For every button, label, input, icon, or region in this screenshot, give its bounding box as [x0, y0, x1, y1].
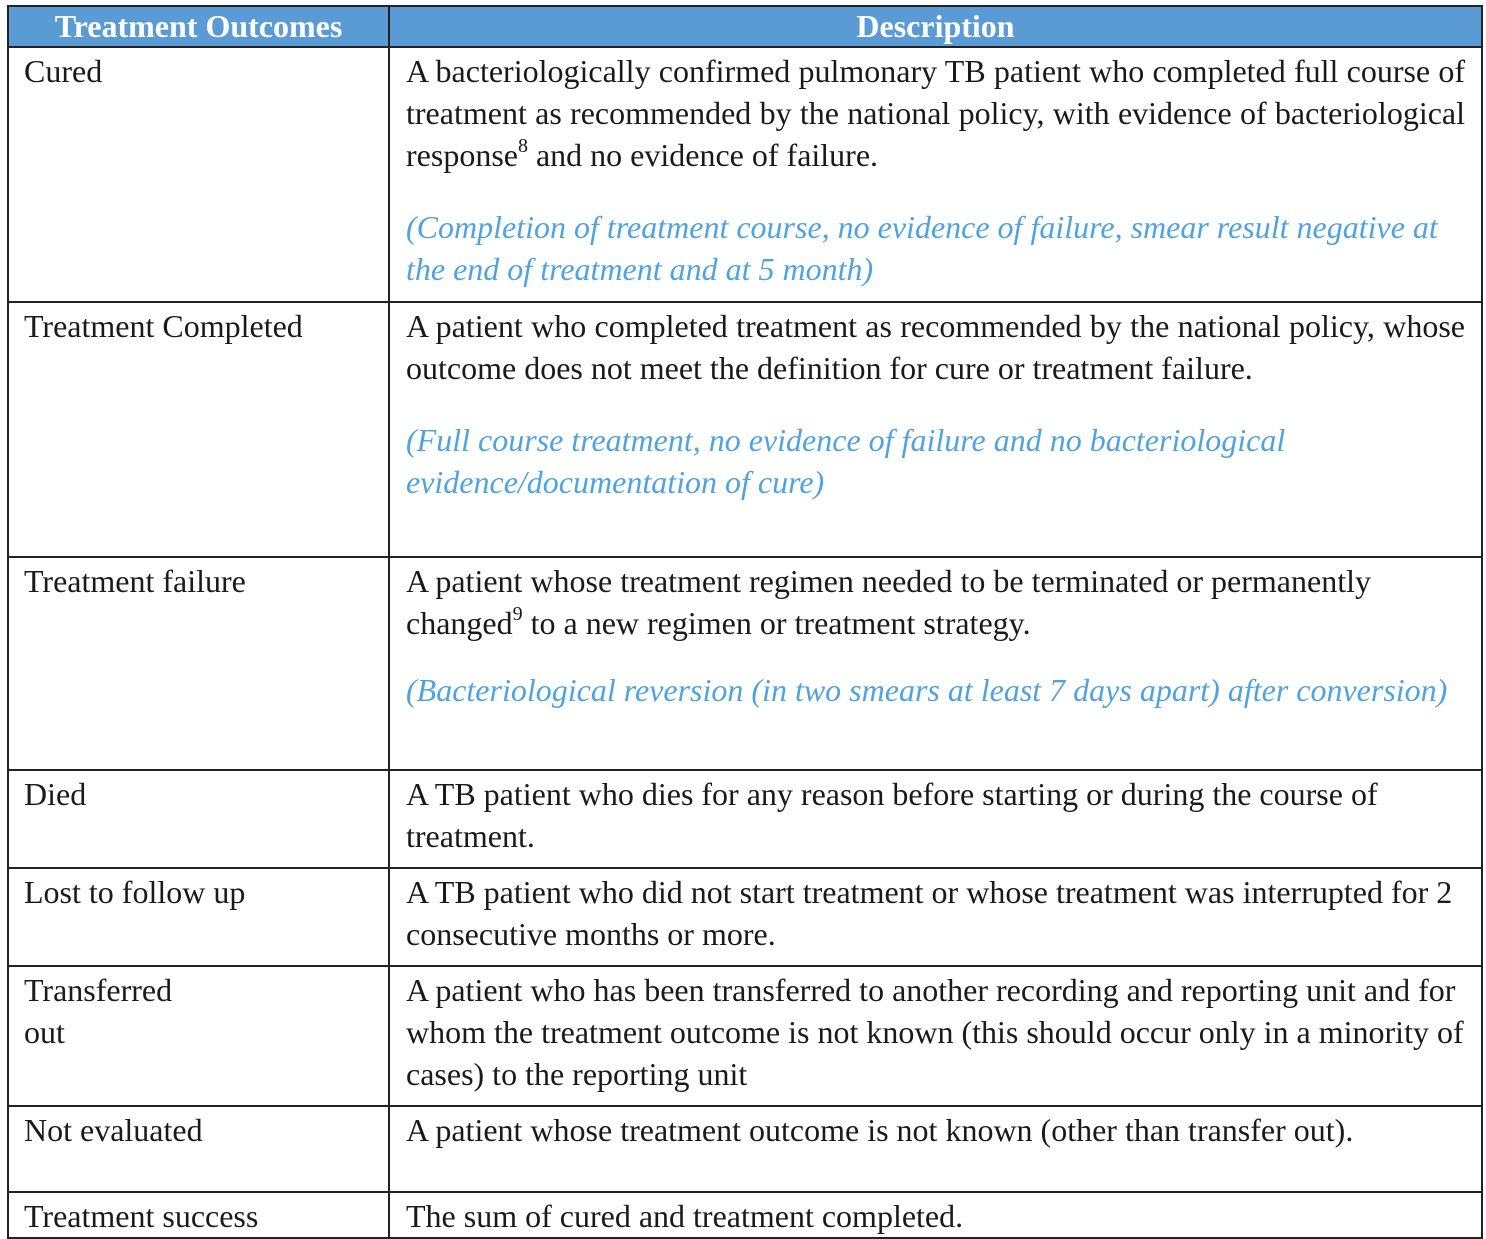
description-note: (Full course treatment, no evidence of failure and no bacteriological evidence/documentation of cure)	[406, 422, 1286, 500]
description-text: A patient who has been transferred to another recording and reporting unit and for whom the treatment outcome is not known (this should occur only in a minority of cases) to the reporting unit	[406, 972, 1464, 1092]
header-description: Description	[389, 6, 1482, 47]
table-row	[8, 302, 1482, 557]
outcome-cell: Cured	[8, 47, 389, 302]
outcome-cell: Not evaluated	[8, 1106, 389, 1192]
description-cell	[389, 1106, 1482, 1192]
description-text: A TB patient who did not start treatment or whose treatment was interrupted for 2 consecutive months or more.	[406, 874, 1453, 952]
description-tail: to a new regimen or treatment strategy.	[522, 605, 1031, 641]
description-text: A TB patient who dies for any reason before starting or during the course of treatment.	[406, 776, 1378, 854]
description-cell	[389, 557, 1482, 770]
description-main: A patient whose treatment regimen needed to be terminated or permanently changed	[406, 563, 1371, 641]
table-body	[8, 47, 1482, 1238]
description-cell	[389, 1192, 1482, 1238]
table-row	[8, 47, 1482, 302]
description-tail: and no evidence of failure.	[527, 137, 879, 173]
outcome-cell: Treatment Completed	[8, 302, 389, 557]
table-row	[8, 1106, 1482, 1192]
table-row	[8, 557, 1482, 770]
description-text: The sum of cured and treatment completed.	[406, 1198, 964, 1234]
table-row	[8, 770, 1482, 868]
description-text: A patient who completed treatment as recommended by the national policy, whose outcome does not meet the definition for cure or treatment failure.	[406, 308, 1465, 386]
table-row	[8, 966, 1482, 1106]
description-cell	[389, 302, 1482, 557]
footnote-ref: 8	[517, 135, 528, 157]
description-cell	[389, 966, 1482, 1106]
table-header	[8, 6, 1482, 47]
treatment-outcomes-table	[7, 5, 1483, 1239]
description-cell	[389, 770, 1482, 868]
description-note: (Completion of treatment course, no evidence of failure, smear result negative at the end of treatment and at 5 month)	[406, 209, 1438, 287]
table-row	[8, 1192, 1482, 1238]
outcome-cell: Treatment failure	[8, 557, 389, 770]
description-text	[406, 50, 1465, 176]
outcome-cell: Transferred out	[8, 966, 389, 1106]
header-treatment-outcomes: Treatment Outcomes	[8, 6, 389, 47]
outcome-cell: Died	[8, 770, 389, 868]
header-row	[8, 6, 1482, 47]
description-text	[406, 560, 1465, 644]
description-cell	[389, 47, 1482, 302]
outcomes-table-wrapper	[7, 5, 1481, 1239]
description-main: A bacteriologically confirmed pulmonary TB patient who completed full course of treatment as recommended by the national policy, with evidence of bacteriological response	[406, 53, 1465, 173]
outcome-cell: Treatment success	[8, 1192, 389, 1238]
description-note: (Bacteriological reversion (in two smears at least 7 days apart) after conversion)	[406, 672, 1448, 708]
footnote-ref: 9	[512, 603, 523, 625]
description-cell	[389, 868, 1482, 966]
description-text: A patient whose treatment outcome is not known (other than transfer out).	[406, 1112, 1354, 1148]
outcome-cell: Lost to follow up	[8, 868, 389, 966]
table-row	[8, 868, 1482, 966]
